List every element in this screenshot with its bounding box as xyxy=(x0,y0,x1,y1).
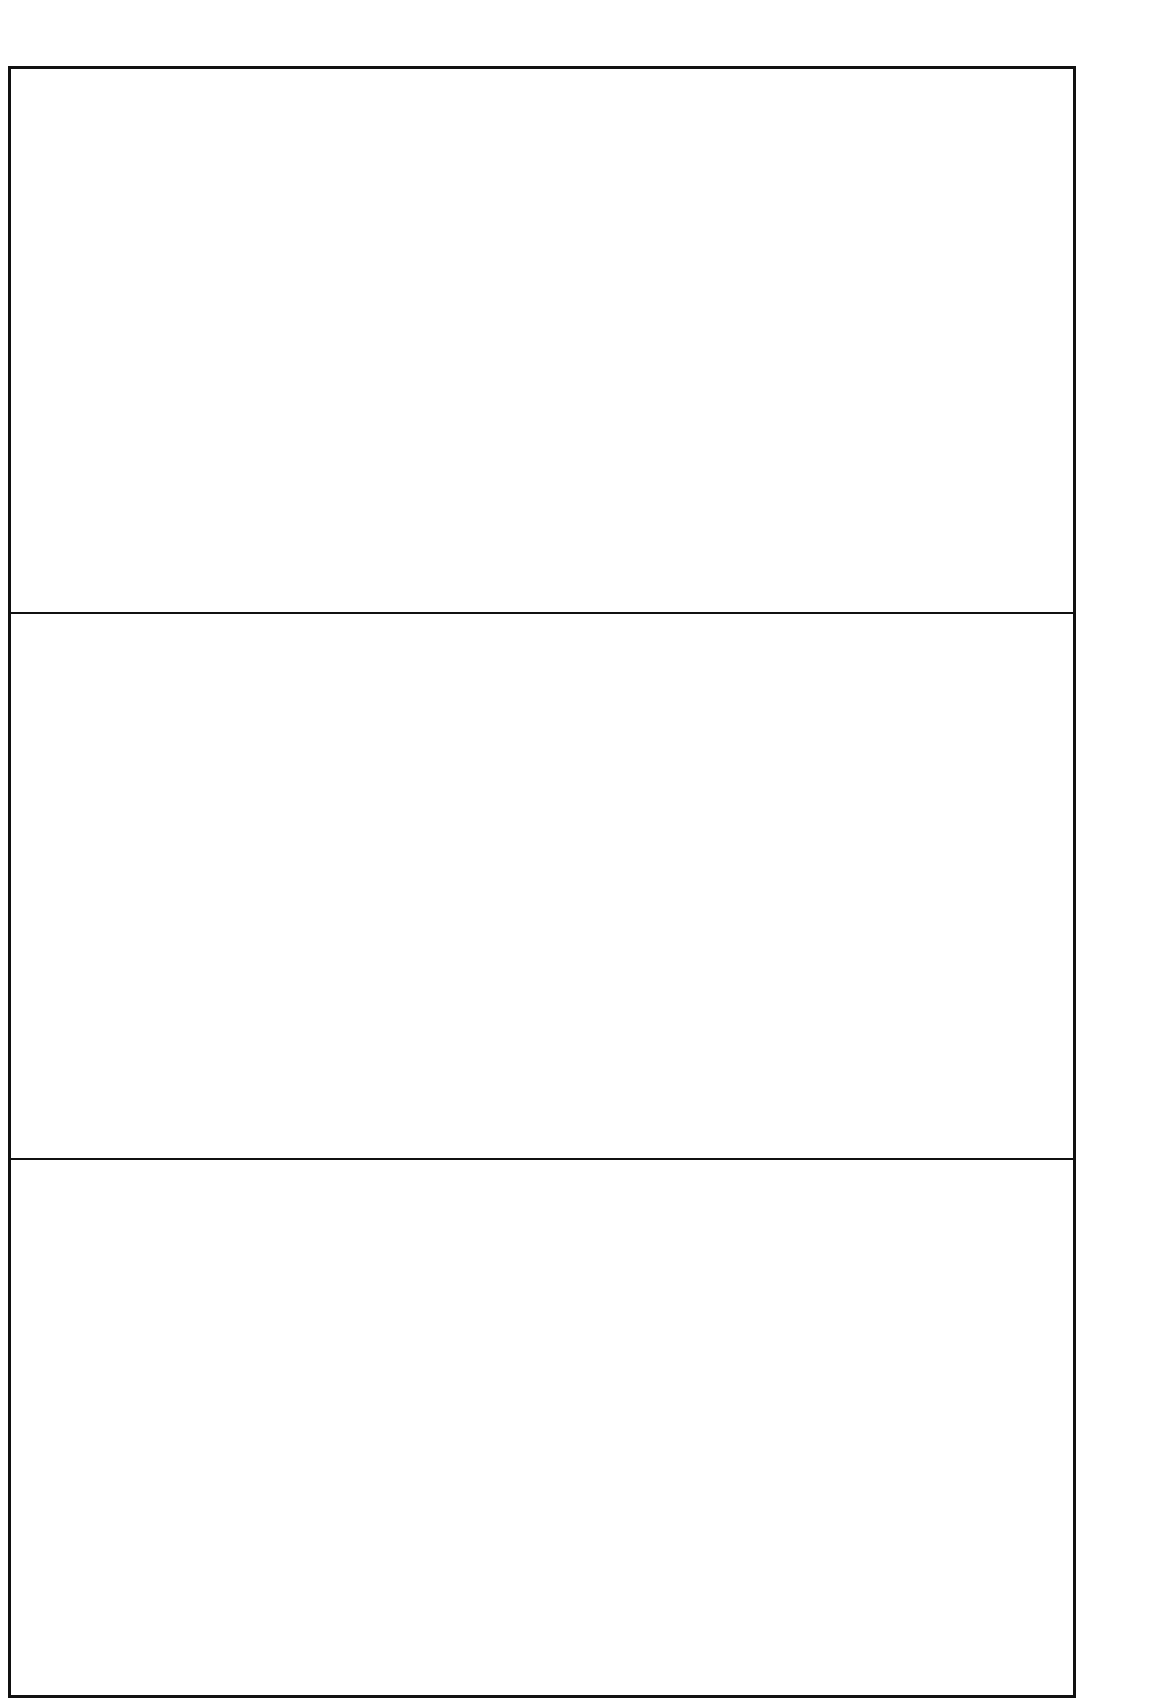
divider-bottom xyxy=(8,1158,1076,1160)
middle-deity-panel xyxy=(60,626,1070,1151)
divider-top xyxy=(8,612,1076,614)
top-text-panel xyxy=(60,86,1070,606)
bottom-deity-panel xyxy=(60,1170,1070,1690)
